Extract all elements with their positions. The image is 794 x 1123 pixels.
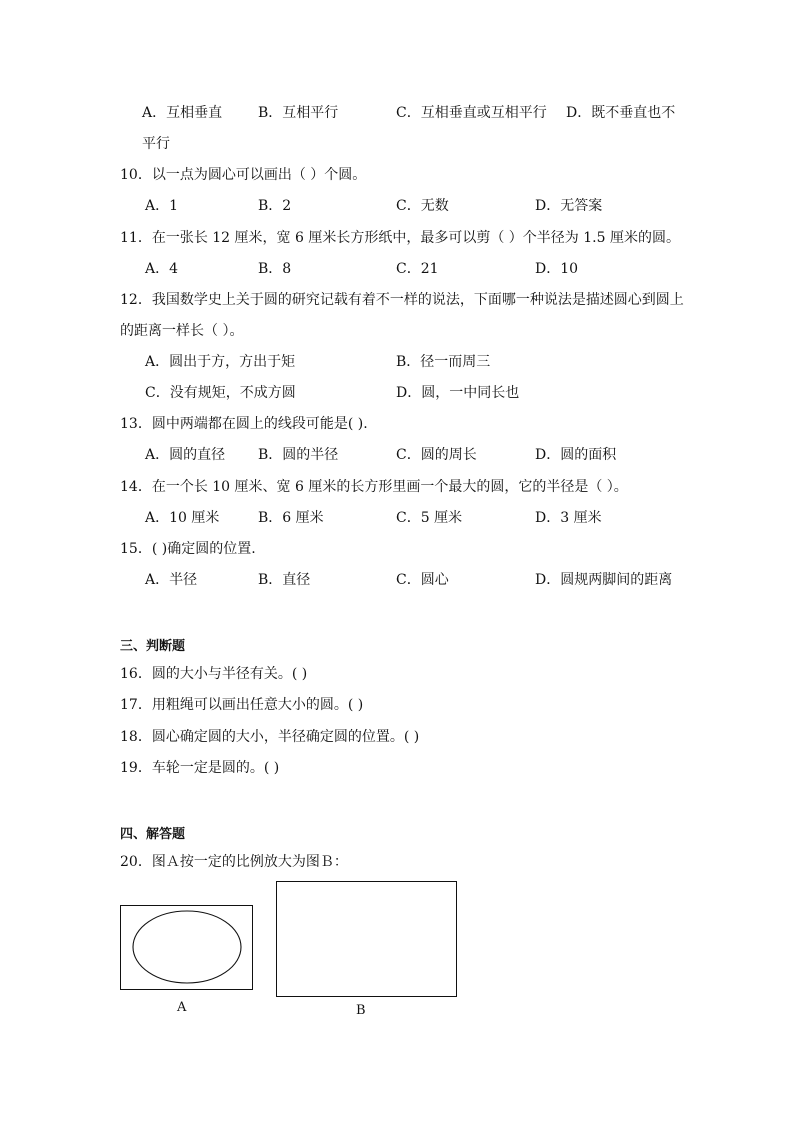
- option-b: B．8: [258, 261, 292, 277]
- option-a: A．圆出于方，方出于矩: [145, 354, 296, 370]
- option-c: C．21: [396, 261, 439, 277]
- question-stem: 10．以一点为圆心可以画出（ ）个圆。: [120, 167, 367, 183]
- question-stem: 20．图Ａ按一定的比例放大为图Ｂ：: [120, 854, 348, 870]
- option-a: A．4: [145, 261, 179, 277]
- q9-option-d: D．既不垂直也不: [566, 105, 676, 121]
- option-d: D．3 厘米: [535, 510, 602, 526]
- option-a: A．10 厘米: [145, 510, 220, 526]
- option-d: D．圆的面积: [535, 447, 617, 463]
- question-stem: 14．在一个长 10 厘米、宽 6 厘米的长方形里画一个最大的圆，它的半径是（ ）。: [120, 479, 628, 495]
- figure-b-label: B: [356, 1003, 366, 1018]
- judgment-item: 16．圆的大小与半径有关。( ): [120, 666, 308, 682]
- option-d: D．无答案: [535, 198, 603, 214]
- option-c: C．圆心: [396, 572, 449, 588]
- q9-option-c: C．互相垂直或互相平行: [396, 105, 547, 121]
- option-b: B．直径: [258, 572, 311, 588]
- section-heading: 四、解答题: [120, 827, 186, 842]
- option-d: D．圆，一中同长也: [396, 385, 520, 401]
- figure-b-rectangle: [276, 881, 457, 997]
- q9-option-a: A．互相垂直: [142, 105, 223, 121]
- judgment-item: 18．圆心确定圆的大小，半径确定圆的位置。( ): [120, 729, 420, 745]
- option-a: A．半径: [145, 572, 198, 588]
- option-c: C．5 厘米: [396, 510, 463, 526]
- option-a: A．1: [145, 198, 179, 214]
- option-c: C．无数: [396, 198, 449, 214]
- option-d: D．圆规两脚间的距离: [535, 572, 673, 588]
- option-d: D．10: [535, 261, 579, 277]
- figure-a-ellipse: [121, 906, 252, 989]
- section-heading: 三、判断题: [120, 639, 186, 654]
- figure-a-label: A: [177, 1000, 187, 1015]
- question-stem-continued: 的距离一样长（ ）。: [120, 323, 244, 339]
- option-b: B．2: [258, 198, 292, 214]
- option-b: B．圆的半径: [258, 447, 339, 463]
- option-c: C．没有规矩，不成方圆: [145, 385, 296, 401]
- judgment-item: 19．车轮一定是圆的。( ): [120, 760, 280, 776]
- question-stem: 15．( )确定圆的位置.: [120, 541, 256, 557]
- judgment-item: 17．用粗绳可以画出任意大小的圆。( ): [120, 697, 364, 713]
- question-stem: 11．在一张长 12 厘米，宽 6 厘米长方形纸中，最多可以剪（ ）个半径为 1.5 厘米的圆。: [120, 230, 680, 246]
- option-c: C．圆的周长: [396, 447, 477, 463]
- figure-a-rectangle: [120, 905, 253, 990]
- question-stem: 12．我国数学史上关于圆的研究记载有着不一样的说法，下面哪一种说法是描述圆心到圆上: [120, 292, 684, 308]
- question-stem: 13．圆中两端都在圆上的线段可能是( ).: [120, 416, 368, 432]
- option-b: B．径一而周三: [396, 354, 491, 370]
- q9-option-d-wrap: 平行: [142, 136, 170, 152]
- option-a: A．圆的直径: [145, 447, 226, 463]
- option-b: B．6 厘米: [258, 510, 324, 526]
- q9-option-b: B．互相平行: [258, 105, 339, 121]
